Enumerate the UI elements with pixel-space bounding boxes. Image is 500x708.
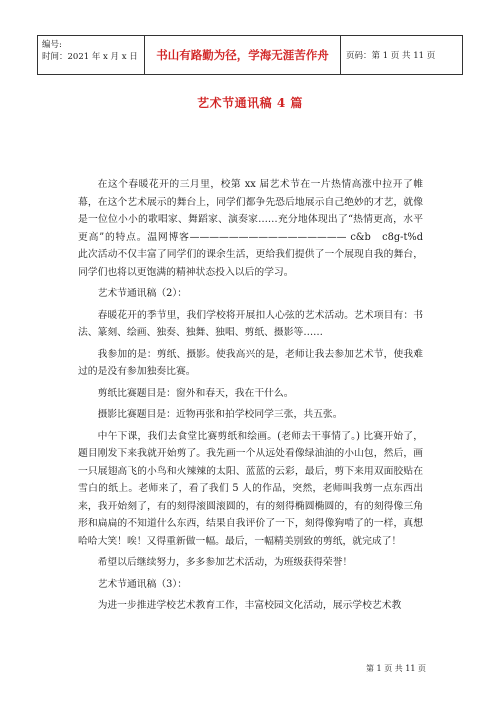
section-heading: 艺术节通讯稿（2）：: [97, 288, 188, 299]
header-meta-cell: [38, 36, 145, 74]
paragraph: 在这个春暖花开的三月里，校第 xx 届艺术节在一片热情高涨中拉开了帷幕，在这个艺术展示的舞台上，同学们都争先恐后地展示自己绝妙的才艺，就像是一位位小小的歌唱家、舞蹈家、演奏家……充分地体现出了“热情更高，水平更高”的特点。温网博客———————————————— c&b c8g-t%d 此次活动不仅丰富了同学们的课余生活，更给我们提供了一个展现自我的舞台，同学们也将以更饱满的精神状态投入以后的学习。: [78, 179, 423, 278]
paragraph: 我参加的是：剪纸、摄影。使我高兴的是，老师让我去参加艺术节，使我难过的是没有参加独奏比赛。: [78, 348, 423, 377]
document-time-label: 时间：2021 年 x 月 x 日: [42, 52, 138, 62]
paragraph: 希望以后继续努力，多多参加艺术活动，为班级获得荣誉！: [97, 557, 353, 568]
paragraph: 摄影比赛题目是：近物再张和拍学校同学三张，共五张。: [97, 409, 343, 420]
paragraph: 中午下课，我们去食堂比赛剪纸和绘画。(老师去干事情了。) 比赛开始了，题目刚发下来我就开始剪了。我先画一个从远处看像绿油油的小山包，然后，画一只展翅高飞的小鸟和火辣辣的太阳、蓝蓝的云彩，最后，剪下来用双面胶贴在雪白的纸上。老师来了，看了我们 5 人的作品，突然，老师叫我剪一点东西出来，我开始刻了，有的刻得滚圆滚圆的，有的刻得椭圆椭圆的，有的刻得像三角形和扁扁的不知道什么东西，结果自我评价了一下，刻得像狗啃了的一样，真想哈哈大笑！唉！又得重新做一幅。最后，一幅精美别致的剪纸，就完成了！: [78, 430, 423, 547]
document-title: 艺术节通讯稿 4 篇: [197, 96, 303, 110]
header-page-info: 页码：第 1 页 共 11 页: [346, 51, 436, 61]
header-motto: 书山有路勤为径，学海无涯苦作舟: [145, 36, 341, 74]
paragraph: 春暖花开的季节里，我们学校将开展扣人心弦的艺术活动。艺术项目有：书法、篆刻、绘画、独奏、独舞、独唱、剪纸、摄影等……: [78, 309, 423, 338]
section-heading: 艺术节通讯稿（3）：: [97, 578, 188, 590]
document-number-label: 编号:: [42, 40, 62, 50]
paragraph: 为进一步推进学校艺术教育工作，丰富校园文化活动，展示学校艺术教: [97, 600, 402, 611]
paragraph: 剪纸比赛题目是：窗外和春天，我在干什么。: [97, 387, 294, 399]
footer-page-number: 第 1 页 共 11 页: [366, 664, 426, 673]
header-table: [37, 35, 463, 75]
document-body: [78, 176, 423, 619]
